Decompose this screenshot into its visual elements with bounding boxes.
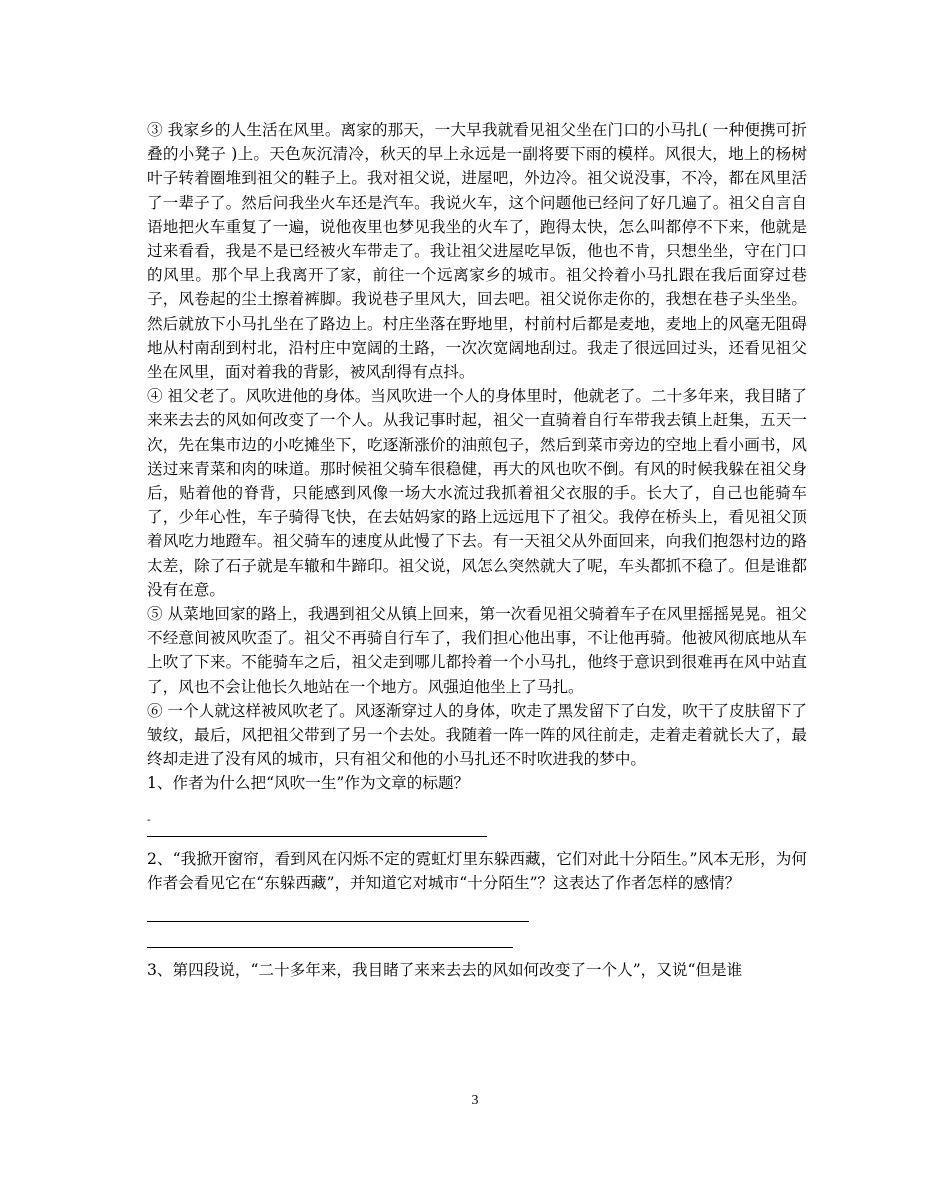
answer-area-2 — [147, 921, 807, 948]
answer-area-1 — [147, 814, 807, 837]
question-1: 1、作者为什么把“风吹一生”作为文章的标题？ — [147, 774, 470, 793]
question-2: 2、“我掀开窗帘，看到风在闪烁不定的霓虹灯里东躲西藏，它们对此十分陌生。”风本无形，为何作者会看见它在“东躲西藏”，并知道它对城市“十分陌生”？这表达了作者怎样的感情？ — [147, 849, 807, 892]
document-body — [147, 118, 807, 982]
answer-line — [147, 836, 487, 837]
question-3: 3、第四段说，“二十多年来，我目睹了来来去去的风如何改变了一个人”，又说“但是谁 — [147, 961, 743, 980]
answer-line — [147, 921, 529, 922]
answer-line — [147, 947, 513, 948]
paragraph-5: ⑤ 从菜地回家的路上，我遇到祖父从镇上回来，第一次看见祖父骑着车子在风里摇摇晃晃。祖父不经意间被风吹歪了。祖父不再骑自行车了，我们担心他出事，不让他再骑。他被风彻底地从车上吹了下来。不能骑车之后，祖父走到哪儿都拎着一个小马扎，他终于意识到很难再在风中站直了，风也不会让他长久地站在一个地方。风强迫他坐上了马扎。 — [147, 605, 807, 696]
answer-mark: - — [147, 812, 151, 826]
paragraph-6: ⑥ 一个人就这样被风吹老了。风逐渐穿过人的身体，吹走了黑发留下了白发，吹干了皮肤留下了皱纹，最后，风把祖父带到了另一个去处。我随着一阵一阵的风往前走，走着走着就长大了，最终却走进了没有风的城市，只有祖父和他的小马扎还不时吹进我的梦中。 — [147, 701, 807, 769]
paragraph-3: ③ 我家乡的人生活在风里。离家的那天，一大早我就看见祖父坐在门口的小马扎( 一种便携可折叠的小凳子 )上。天色灰沉清冷，秋天的早上永远是一副将要下雨的模样。风很大，地上的杨树叶子转着圈堆到祖父的鞋子上。我对祖父说，进屋吧，外边冷。祖父说没事，不冷，都在风里活了一辈子了。然后问我坐火车还是汽车。我说火车，这个问题他已经问了好几遍了。祖父自言自语地把火车重复了一遍，说他夜里也梦见我坐的火车了，跑得太快，怎么叫都停不下来，他就是过来看看，我是不是已经被火车带走了。我让祖父进屋吃早饭，他也不肯，只想坐坐，守在门口的风里。那个早上我离开了家，前往一个远离家乡的城市。祖父拎着小马扎跟在我后面穿过巷子，风卷起的尘土擦着裤脚。我说巷子里风大，回去吧。祖父说你走你的，我想在巷子头坐坐。然后就放下小马扎坐在了路边上。村庄坐落在野地里，村前村后都是麦地，麦地上的风毫无阻碍地从村南刮到村北，沿村庄中宽阔的土路，一次次宽阔地刮过。我走了很远回过头，还看见祖父坐在风里，面对着我的背影，被风刮得有点抖。 — [147, 121, 807, 382]
page-number: 3 — [471, 1093, 479, 1108]
paragraph-4: ④ 祖父老了。风吹进他的身体。当风吹进一个人的身体里时，他就老了。二十多年来，我目睹了来来去去的风如何改变了一个人。从我记事时起，祖父一直骑着自行车带我去镇上赶集，五天一次，先在集市边的小吃摊坐下，吃逐渐涨价的油煎包子，然后到菜市旁边的空地上看小画书，风送过来青菜和肉的味道。那时候祖父骑车很稳健，再大的风也吹不倒。有风的时候我躲在祖父身后，贴着他的脊背，只能感到风像一场大水流过我抓着祖父衣服的手。长大了，自己也能骑车了，少年心性，车子骑得飞快，在去姑妈家的路上远远甩下了祖父。我停在桥头上，看见祖父顶着风吃力地蹬车。祖父骑车的速度从此慢了下去。有一天祖父从外面回来，向我们抱怨村边的路太差，除了石子就是车辙和牛蹄印。祖父说，风怎么突然就大了呢，车头都抓不稳了。但是谁都没有在意。 — [147, 387, 807, 599]
